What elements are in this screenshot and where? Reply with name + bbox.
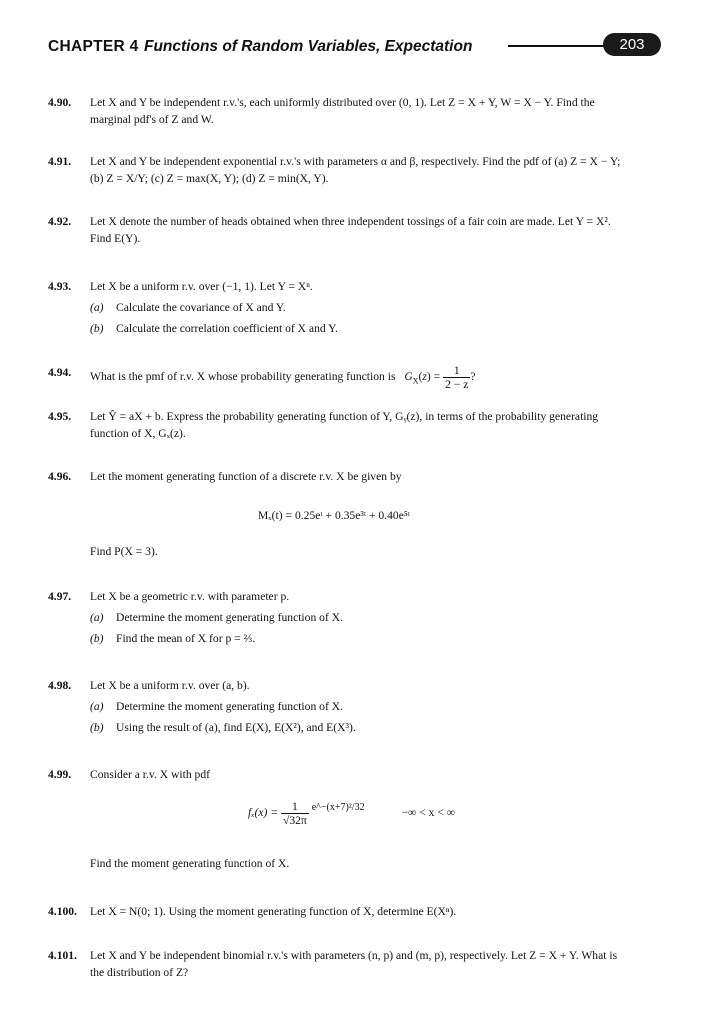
problem-line: Let the moment generating function of a discrete r.v. X be given by	[90, 470, 402, 483]
problem-number: 4.98.	[48, 679, 72, 692]
problem-line: Find E(Y).	[90, 232, 141, 245]
problem-text	[90, 677, 662, 736]
problem-number: 4.97.	[48, 590, 72, 603]
problem-number: 4.99.	[48, 768, 72, 781]
problem-text: Find the moment generating function of X.	[90, 857, 290, 870]
mgf-equation: Mₓ(t) = 0.25eᵗ + 0.35e³ᵗ + 0.40e⁵ᵗ	[258, 509, 411, 522]
problem-number: 4.90.	[48, 96, 72, 109]
problem-number: 4.95.	[48, 410, 72, 423]
problem-line: Let X and Y be independent binomial r.v.'s with parameters (n, p) and (m, p), respectively. Let Z = X + Y. What is	[90, 949, 618, 962]
problem-text	[90, 153, 662, 187]
fraction: $\frac{1}{2 - z}$	[445, 364, 469, 391]
fraction: $\frac{1}{√32\pi}$	[283, 800, 307, 827]
problem-number: 4.92.	[48, 215, 72, 228]
pdf-exponential: e^−(x+7)²/32	[311, 802, 365, 814]
chapter-label: CHAPTER 4	[48, 38, 139, 55]
pgf-expression: $G_X(z)$ = $\frac{1}{2 - z}$ ?	[404, 364, 476, 391]
problem-text	[90, 94, 662, 128]
chapter-title: Functions of Random Variables, Expectation	[144, 38, 473, 55]
page-header	[48, 36, 660, 60]
problem-number: 4.96.	[48, 470, 72, 483]
problem-line: Let X be a uniform r.v. over (a, b).	[90, 679, 250, 692]
subpart-b: (b) Using the result of (a), find E(X), E(X²), and E(X³).	[90, 721, 356, 734]
subpart-a: (a) Determine the moment generating function of X.	[90, 700, 343, 713]
problem-text	[90, 213, 662, 247]
problem-line: Let X denote the number of heads obtained when three independent tossings of a fair coin are made. Let Y = X².	[90, 215, 611, 228]
problem-line: Let X = N(0; 1). Using the moment generating function of X, determine E(Xⁿ).	[90, 905, 457, 918]
pdf-equation	[248, 800, 455, 827]
problem-text	[90, 947, 662, 981]
problem-line: the distribution of Z?	[90, 966, 189, 979]
problem-number: 4.91.	[48, 155, 72, 168]
problem-text	[90, 364, 662, 391]
problem-number: 4.93.	[48, 280, 72, 293]
page-number-badge: 203	[603, 33, 661, 56]
problem-line: function of X, Gₓ(z).	[90, 427, 186, 440]
problem-line: Let X and Y be independent exponential r.v.'s with parameters α and β, respectively. Find the pdf of (a) Z = X − Y;	[90, 155, 621, 168]
subpart-b: (b) Calculate the correlation coefficient of X and Y.	[90, 322, 338, 335]
problem-text	[90, 468, 662, 485]
subpart-a: (a) Calculate the covariance of X and Y.	[90, 301, 286, 314]
pdf-range: −∞ < x < ∞	[401, 806, 456, 820]
subpart-a: (a) Determine the moment generating function of X.	[90, 611, 343, 624]
problem-number: 4.100.	[48, 905, 77, 918]
problem-line: marginal pdf's of Z and W.	[90, 113, 214, 126]
problem-text	[90, 903, 662, 920]
subpart-b: (b) Find the mean of X for p = ⅔.	[90, 632, 256, 645]
problem-text: Find P(X = 3).	[90, 545, 158, 558]
pdf-lhs: fₓ(x) =	[248, 806, 279, 820]
problem-line: What is the pmf of r.v. X whose probability generating function is	[90, 370, 396, 384]
problem-number: 4.94.	[48, 366, 72, 379]
problem-text	[90, 408, 662, 442]
problem-line: Consider a r.v. X with pdf	[90, 768, 211, 781]
problem-line: Let Ŷ = aX + b. Express the probability generating function of Y, Gᵧ(z), in terms of the probability generating	[90, 410, 599, 423]
problem-text	[90, 766, 662, 783]
problem-line: Let X be a uniform r.v. over (−1, 1). Let Y = Xⁿ.	[90, 280, 313, 293]
problem-text	[90, 278, 662, 337]
problem-line: (b) Z = X/Y; (c) Z = max(X, Y); (d) Z = min(X, Y).	[90, 172, 329, 185]
problem-number: 4.101.	[48, 949, 77, 962]
problem-line: Let X be a geometric r.v. with parameter p.	[90, 590, 290, 603]
problem-text	[90, 588, 662, 647]
problem-line: Let X and Y be independent r.v.'s, each uniformly distributed over (0, 1). Let Z = X + Y, W = X − Y. Find the	[90, 96, 595, 109]
